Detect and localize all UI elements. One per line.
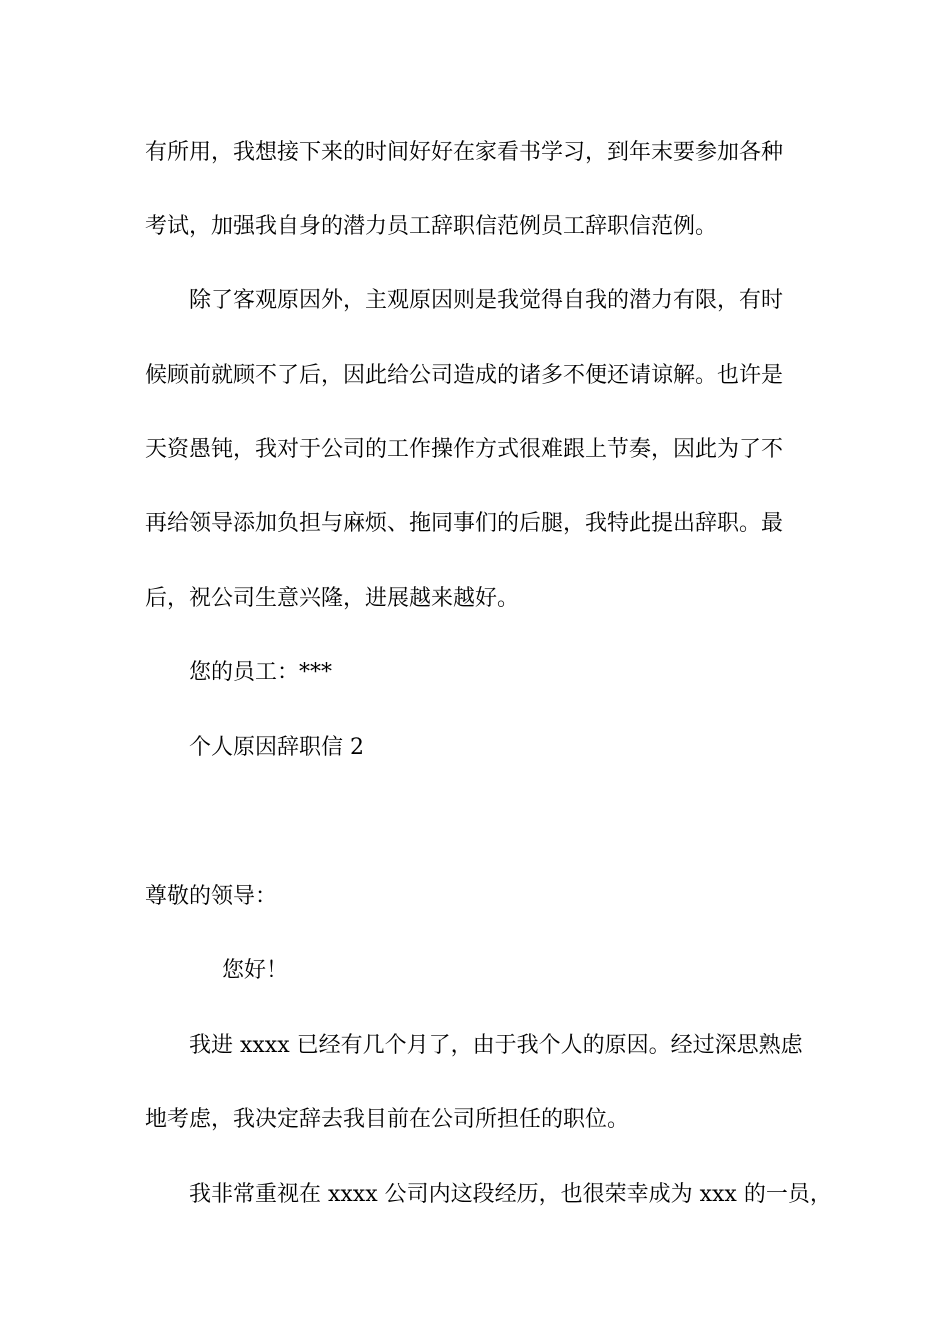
text-line-7: 后，祝公司生意兴隆，进展越来越好。 bbox=[145, 586, 520, 611]
text-line-14: 我非常重视在 xxxx 公司内这段经历，也很荣幸成为 xxx 的一员， bbox=[189, 1182, 832, 1207]
signature-line: 您的员工：*** bbox=[189, 660, 333, 685]
text-line-12: 我进 xxxx 已经有几个月了，由于我个人的原因。经过深思熟虑 bbox=[189, 1033, 803, 1058]
text-line-13: 地考虑，我决定辞去我目前在公司所担任的职位。 bbox=[145, 1107, 630, 1132]
greeting: 您好！ bbox=[222, 958, 289, 983]
text-line-1: 有所用，我想接下来的时间好好在家看书学习，到年末要参加各种 bbox=[145, 140, 784, 165]
salutation: 尊敬的领导： bbox=[145, 884, 278, 909]
text-line-6: 再给领导添加负担与麻烦、拖同事们的后腿，我特此提出辞职。最 bbox=[145, 511, 784, 536]
text-line-4: 候顾前就顾不了后，因此给公司造成的诸多不便还请谅解。也许是 bbox=[145, 363, 784, 388]
section-title: 个人原因辞职信 2 bbox=[189, 735, 364, 760]
text-line-2: 考试，加强我自身的潜力员工辞职信范例员工辞职信范例。 bbox=[145, 214, 718, 239]
text-line-3: 除了客观原因外，主观原因则是我觉得自我的潜力有限，有时 bbox=[189, 288, 784, 313]
text-line-5: 天资愚钝，我对于公司的工作操作方式很难跟上节奏，因此为了不 bbox=[145, 437, 784, 462]
